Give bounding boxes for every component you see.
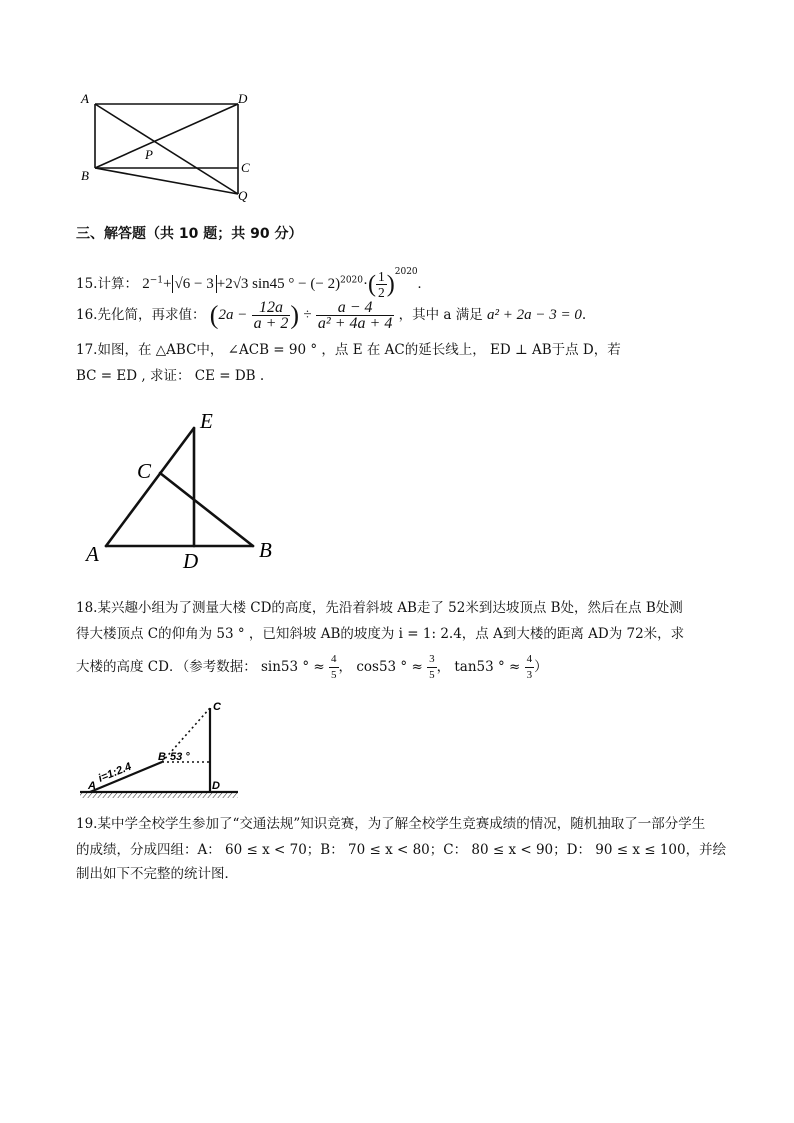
label-a: A: [86, 542, 99, 566]
question-17-line1: 17.如图，在 △ABC中， ∠ACB = 90 ° ，点 E 在 AC的延长线上， ED ⊥ AB于点 D，若: [76, 342, 621, 358]
q15-half: $\frac{1}{2}$: [378, 269, 385, 300]
q18-text-d: ）: [534, 659, 548, 675]
label-d: D: [212, 780, 220, 792]
label-e: E: [200, 409, 213, 433]
question-19-line3: 制出如下不完整的统计图．: [76, 866, 238, 882]
q15-exp3: 2020: [394, 267, 418, 277]
slope-figure: [78, 696, 248, 806]
question-18-line3: [76, 652, 548, 683]
question-15: 15.计算： $2^{-1}+ √6 - 3 +2√3$ sin45 ° − (− 2)$^{2020}$·( $\frac{1}{2}$ )$^{2020}$.: [76, 267, 422, 300]
q18-frac-tan: $\frac{4}{3}$: [526, 653, 533, 681]
q18-text-b: ， cos53 ° ≈: [338, 659, 423, 675]
rectangle-figure: [75, 88, 265, 208]
q16-end: .: [581, 307, 587, 323]
q15-plus: +: [163, 276, 172, 292]
q16-frac1: $\frac{12a}{a + 2}$: [253, 299, 289, 332]
q16-div: ÷: [303, 307, 312, 323]
label-b: B: [259, 538, 272, 562]
label-c: C: [213, 701, 221, 713]
label-slope: i=1:2.4: [96, 760, 134, 785]
section-title: 三、解答题（共 10 题；共 90 分）: [76, 226, 303, 242]
label-a: A: [88, 780, 96, 792]
q15-prefix: 15.计算：: [76, 276, 138, 292]
question-19-line2: 的成绩，分成四组：A： 60 ≤ x < 70；B： 70 ≤ x < 80；C： 80 ≤ x < 90；D： 90 ≤ x ≤ 100，并绘: [76, 842, 727, 858]
label-b: B: [81, 168, 89, 183]
label-q: Q: [238, 188, 248, 203]
question-18-line2: 得大楼顶点 C的仰角为 53 ° ，已知斜坡 AB的坡度为 i = 1: 2.4，点 A到大楼的距离 AD为 72米，求: [76, 626, 685, 642]
label-a: A: [81, 91, 89, 106]
label-angle: 53 °: [170, 751, 190, 763]
q16-cond-text: ，其中 a 满足: [398, 307, 483, 323]
q15-exp1: −1: [149, 275, 164, 286]
question-18-line1: 18.某兴趣小组为了测量大楼 CD的高度，先沿着斜坡 AB走了 52米到达坡顶点 B处，然后在点 B处测: [76, 600, 683, 616]
q15-end: .: [417, 276, 422, 292]
label-c: C: [137, 459, 152, 483]
label-c: C: [241, 160, 250, 175]
label-d: D: [238, 91, 248, 106]
q16-open: 2a −: [218, 307, 248, 323]
q15-mid: +2√3 sin45 ° − (− 2): [216, 276, 341, 292]
q16-frac2: $\frac{a - 4}{\text{a² + 4a + 4}}$: [317, 299, 393, 332]
q15-abs: √6 − 3: [172, 275, 217, 293]
label-p: P: [145, 147, 153, 162]
q16-cond: a² + 2a − 3 = 0: [487, 307, 582, 323]
q18-frac-cos: $\frac{3}{5}$: [429, 653, 435, 681]
q18-frac-sin: $\frac{4}{5}$: [331, 653, 337, 681]
q15-base: 2: [142, 276, 150, 292]
q16-prefix: 16.先化简，再求值：: [76, 307, 206, 323]
question-16: 16.先化简，再求值： (2a − $\frac{12a}{a + 2}$ ) ÷ $\frac{a - 4}{\text{a² + 4a + 4}}$ ，其中 a 满足 a² + 2a − 3 = 0.: [76, 299, 587, 332]
label-d: D: [183, 549, 199, 573]
q18-text-a: 大楼的高度 CD．（参考数据： sin53 ° ≈: [76, 659, 325, 675]
q15-exp2: 2020: [340, 275, 363, 286]
triangle-figure: [80, 406, 290, 576]
q15-dot: ·: [363, 276, 368, 292]
question-19-line1: 19.某中学全校学生参加了“交通法规”知识竞赛，为了解全校学生竞赛成绩的情况，随机抽取了一部分学生: [76, 816, 706, 832]
label-b: B: [158, 751, 166, 763]
question-17-line2: BC = ED , 求证： CE = DB .: [76, 368, 265, 384]
q18-text-c: ， tan53 ° ≈: [436, 659, 521, 675]
